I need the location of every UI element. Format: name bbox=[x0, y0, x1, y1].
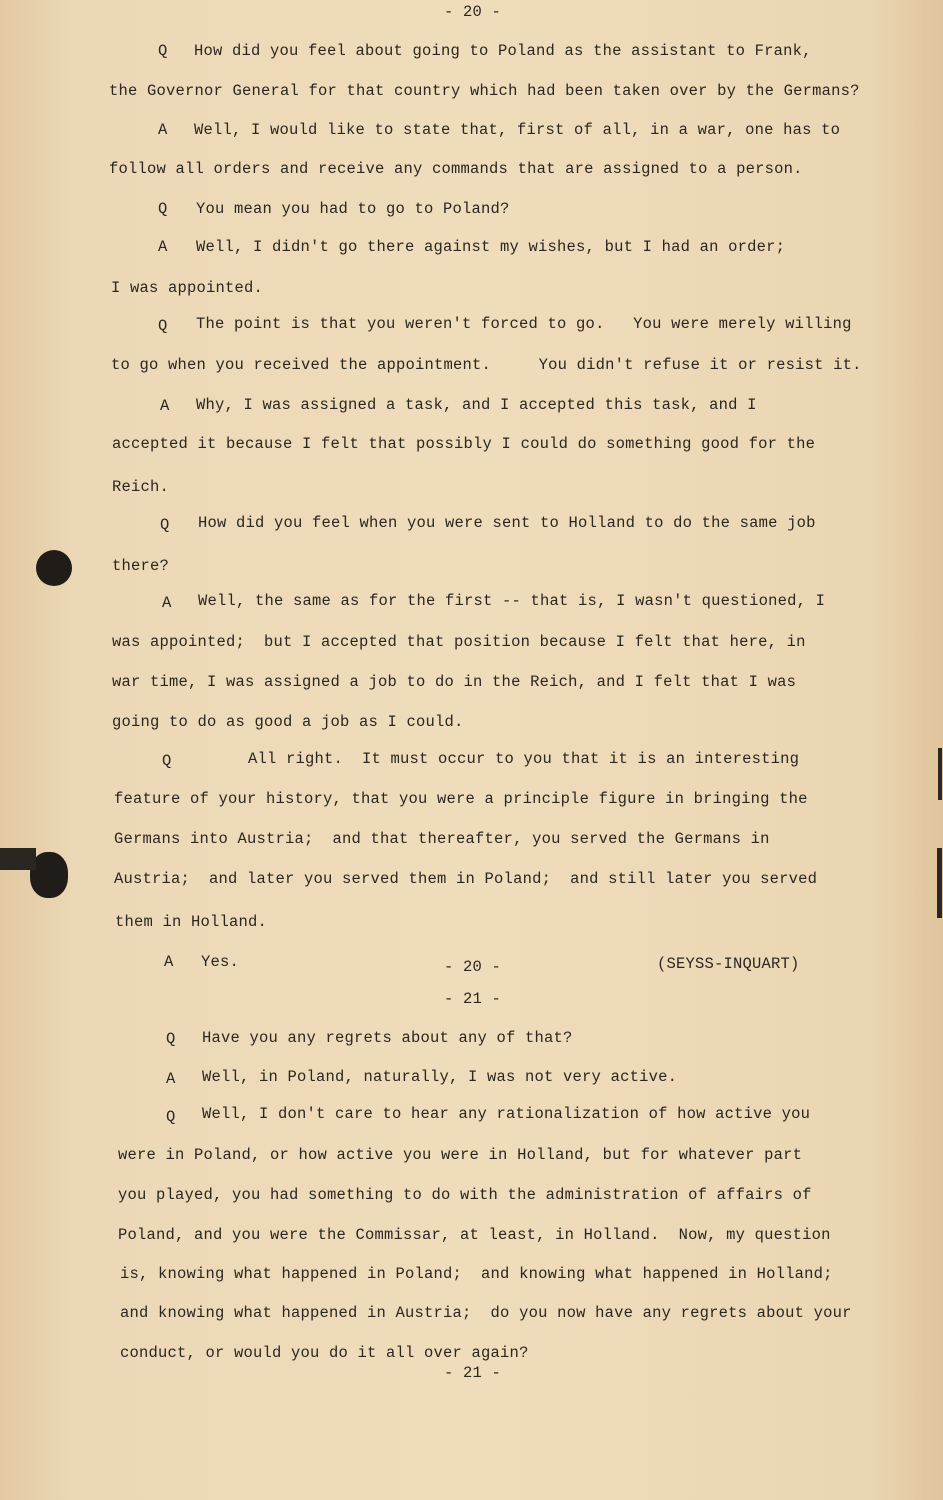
speaker-label: A bbox=[164, 953, 174, 971]
transcript-line: Reich. bbox=[112, 478, 170, 496]
transcript-line: The point is that you weren't forced to go. You were merely willing bbox=[196, 315, 852, 333]
transcript-line: war time, I was assigned a job to do in the Reich, and I felt that I was bbox=[112, 673, 797, 691]
transcript-line: is, knowing what happened in Poland; and knowing what happened in Holland; bbox=[120, 1265, 833, 1283]
transcript-line: conduct, or would you do it all over again? bbox=[120, 1344, 529, 1362]
transcript-line: Poland, and you were the Commissar, at least, in Holland. Now, my question bbox=[118, 1226, 831, 1244]
transcript-line: accepted it because I felt that possibly I could do something good for the bbox=[112, 435, 816, 453]
page-number-second: - 21 - bbox=[444, 990, 502, 1008]
transcript-line: Well, I don't care to hear any rationalization of how active you bbox=[202, 1105, 811, 1123]
page-number-top: - 20 - bbox=[444, 3, 502, 21]
transcript-line: going to do as good a job as I could. bbox=[112, 713, 464, 731]
transcript-line: I was appointed. bbox=[111, 279, 264, 297]
transcript-line: feature of your history, that you were a principle figure in bringing the bbox=[114, 790, 808, 808]
speaker-label: A bbox=[160, 397, 170, 415]
binding-clip bbox=[0, 848, 36, 870]
transcript-line: Well, I didn't go there against my wishes, but I had an order; bbox=[196, 238, 786, 256]
speaker-label: Q bbox=[158, 200, 168, 218]
footer-witness-name: (SEYSS-INQUART) bbox=[657, 955, 800, 973]
speaker-label: A bbox=[158, 238, 168, 256]
transcript-line: were in Poland, or how active you were in Holland, but for whatever part bbox=[118, 1146, 803, 1164]
transcript-line: Austria; and later you served them in Poland; and still later you served bbox=[114, 870, 818, 888]
transcript-line: there? bbox=[112, 557, 170, 575]
speaker-label: Q bbox=[162, 752, 172, 770]
speaker-label: Q bbox=[158, 317, 168, 335]
transcript-line: How did you feel when you were sent to Holland to do the same job bbox=[198, 514, 816, 532]
transcript-line: Why, I was assigned a task, and I accepted this task, and I bbox=[196, 396, 757, 414]
transcript-line: the Governor General for that country which had been taken over by the Germans? bbox=[109, 82, 860, 100]
speaker-label: Q bbox=[158, 42, 168, 60]
page-number-bottom: - 21 - bbox=[444, 1364, 502, 1382]
speaker-label: A bbox=[158, 121, 168, 139]
transcript-line: and knowing what happened in Austria; do you now have any regrets about your bbox=[120, 1304, 852, 1322]
right-edge-mark bbox=[938, 748, 942, 800]
speaker-label: Q bbox=[166, 1030, 176, 1048]
right-edge-mark bbox=[937, 848, 942, 918]
speaker-label: Q bbox=[166, 1108, 176, 1126]
speaker-label: Q bbox=[160, 516, 170, 534]
transcript-line: follow all orders and receive any commands that are assigned to a person. bbox=[109, 160, 803, 178]
footer-page-number: - 20 - bbox=[444, 958, 502, 976]
transcript-line: Germans into Austria; and that thereafter, you served the Germans in bbox=[114, 830, 770, 848]
transcript-line: Have you any regrets about any of that? bbox=[202, 1029, 573, 1047]
transcript-line: you played, you had something to do with the administration of affairs of bbox=[118, 1186, 812, 1204]
transcript-line: All right. It must occur to you that it is an interesting bbox=[248, 750, 800, 768]
transcript-line: was appointed; but I accepted that position because I felt that here, in bbox=[112, 633, 806, 651]
speaker-label: A bbox=[162, 594, 172, 612]
transcript-line: them in Holland. bbox=[115, 913, 268, 931]
transcript-line: Well, I would like to state that, first of all, in a war, one has to bbox=[194, 121, 841, 139]
transcript-line: Yes. bbox=[201, 953, 240, 971]
transcript-line: You mean you had to go to Poland? bbox=[196, 200, 510, 218]
punch-hole-top bbox=[36, 550, 72, 586]
speaker-label: A bbox=[166, 1070, 176, 1088]
transcript-line: Well, the same as for the first -- that is, I wasn't questioned, I bbox=[198, 592, 826, 610]
transcript-line: Well, in Poland, naturally, I was not very active. bbox=[202, 1068, 678, 1086]
transcript-line: to go when you received the appointment. You didn't refuse it or resist it. bbox=[111, 356, 862, 374]
transcript-line: How did you feel about going to Poland as the assistant to Frank, bbox=[194, 42, 812, 60]
